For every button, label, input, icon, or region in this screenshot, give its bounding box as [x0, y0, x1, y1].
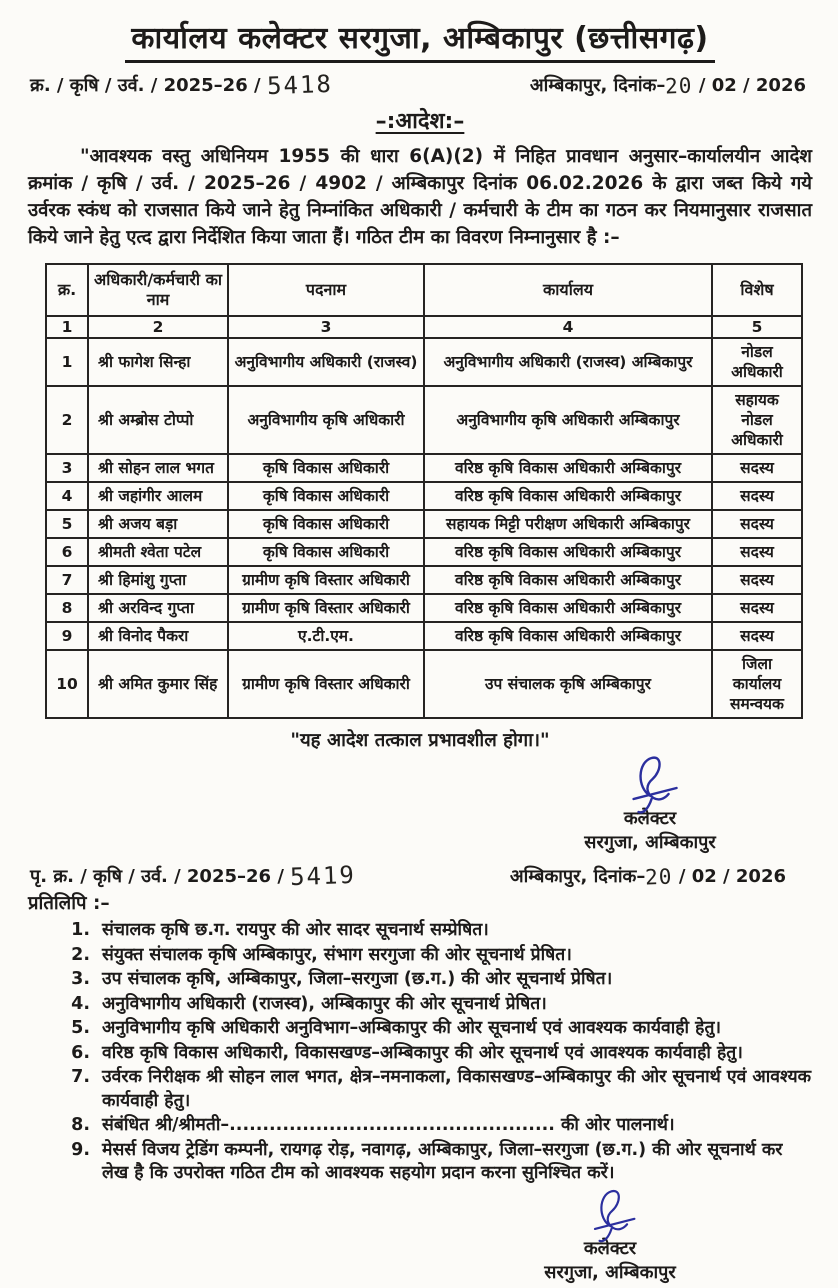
copy-item-text: उर्वरक निरीक्षक श्री सोहन लाल भगत, क्षेत्र–नमनाकला, विकासखण्ड–अम्बिकापुर की ओर सूचनार्थ एवं आवश्यक कार्यवाही हेतु। [102, 1067, 812, 1111]
table-column-number-cell: 3 [228, 316, 424, 338]
copy-list-item [28, 968, 812, 992]
collector-title: कलेक्टर [623, 808, 677, 829]
table-row [46, 482, 802, 510]
table-header-cell: विशेष [712, 264, 802, 316]
table-cell: कृषि विकास अधिकारी [228, 538, 424, 566]
table-row [46, 566, 802, 594]
signature-ink-icon [582, 1184, 642, 1250]
copy-item-number: 5. [71, 1018, 90, 1038]
copy-item-number: 9. [71, 1139, 90, 1160]
table-cell: कृषि विकास अधिकारी [228, 482, 424, 510]
table-column-number-row [46, 316, 802, 338]
table-cell: वरिष्ठ कृषि विकास अधिकारी अम्बिकापुर [424, 566, 712, 594]
order-heading: –:आदेश:– [375, 109, 465, 134]
copy-item-text: मेसर्स विजय ट्रेडिंग कम्पनी, रायगढ़ रोड़, नवागढ़, अम्बिकापुर, जिला–सरगुजा (छ.ग.) की ओर सूचनार्थ कर लेख है कि उपरोक्त गठित टीम को आवश्यक सहयोग प्रदान करना सुनिश्चित करें। [102, 1139, 783, 1183]
signature-block-2 [500, 1192, 720, 1288]
table-cell: सदस्य [712, 510, 802, 538]
table-cell: ग्रामीण कृषि विस्तार अधिकारी [228, 594, 424, 622]
endorsement-reference-line [28, 860, 812, 892]
table-cell: श्री जहांगीर आलम [88, 482, 228, 510]
table-cell: उप संचालक कृषि अम्बिकापुर [424, 650, 712, 718]
table-cell: ए.टी.एम. [228, 622, 424, 650]
table-cell: 2 [46, 386, 88, 454]
table-cell: वरिष्ठ कृषि विकास अधिकारी अम्बिकापुर [424, 538, 712, 566]
copy-list-item [28, 944, 812, 968]
copy-list-item [28, 1017, 812, 1041]
table-cell: ग्रामीण कृषि विस्तार अधिकारी [228, 650, 424, 718]
table-row [46, 650, 802, 718]
table-row [46, 454, 802, 482]
table-cell: 3 [46, 454, 88, 482]
copy-list-item [28, 1066, 812, 1113]
copy-item-number: 8. [71, 1115, 90, 1135]
copy-item-number: 4. [71, 993, 90, 1014]
table-cell: 5 [46, 510, 88, 538]
copy-item-text: उप संचालक कृषि, अम्बिकापुर, जिला–सरगुजा (छ.ग.) की ओर सूचनार्थ प्रेषित। [102, 969, 613, 989]
table-cell: श्री सोहन लाल भगत [88, 454, 228, 482]
table-cell: वरिष्ठ कृषि विकास अधिकारी अम्बिकापुर [424, 482, 712, 510]
table-cell: 7 [46, 566, 88, 594]
copy-item-text: अनुविभागीय अधिकारी (राजस्व), अम्बिकापुर की ओर सूचनार्थ प्रेषित। [102, 993, 547, 1014]
order-body-paragraph: "आवश्यक वस्तु अधिनियम 1955 की धारा 6(A)(2) में निहित प्रावधान अनुसार–कार्यालयीन आदेश क्रमांक / कृषि / उर्व. / 2025–26 / 4902 / अम्बिकापुर दिनांक 06.02.2026 के द्वारा जब्त किये गये उर्वरक स्कंध को राजसात किये जाने हेतु निम्नांकित अधिकारी / कर्मचारी के टीम का गठन कर नियमानुसार राजसात किये जाने हेतु एत्द द्वारा निर्देशित किया जाता हैं। गठित टीम का विवरण निम्नानुसार है :– [28, 146, 812, 248]
handwritten-date-day: 20 [664, 73, 694, 99]
table-cell: सदस्य [712, 482, 802, 510]
copy-list-item [28, 993, 812, 1017]
table-cell: अनुविभागीय कृषि अधिकारी [228, 386, 424, 454]
table-header-cell: क्र. [46, 264, 88, 316]
endorsement-ref-prefix: पृ. क्र. / कृषि / उर्व. / 2025–26 / [30, 866, 291, 887]
endorsement-place-date-prefix: अम्बिकापुर, दिनांक– [509, 866, 646, 887]
copy-item-number: 3. [71, 969, 90, 989]
table-cell: सदस्य [712, 538, 802, 566]
table-header-row [46, 264, 802, 316]
effect-line: "यह आदेश तत्काल प्रभावशील होगा।" [290, 730, 550, 751]
collector-subtitle: सरगुजा, अम्बिकापुर [544, 1261, 676, 1283]
table-cell: श्री फागेश सिन्हा [88, 338, 228, 386]
copy-item-text: संयुक्त संचालक कृषि अम्बिकापुर, संभाग सरगुजा की ओर सूचनार्थ प्रेषित। [102, 944, 572, 965]
table-cell: सहायक मिट्टी परीक्षण अधिकारी अम्बिकापुर [424, 510, 712, 538]
copy-item-number: 6. [71, 1042, 90, 1063]
copy-item-number: 7. [71, 1067, 90, 1087]
endorsement-date-rest: / 02 / 2026 [672, 866, 786, 887]
copy-list-item [28, 1139, 812, 1186]
table-cell: श्री विनोद पैकरा [88, 622, 228, 650]
table-cell: 4 [46, 482, 88, 510]
table-cell: वरिष्ठ कृषि विकास अधिकारी अम्बिकापुर [424, 622, 712, 650]
endorsement-reference-number [30, 860, 357, 892]
table-cell: 10 [46, 650, 88, 718]
table-cell: वरिष्ठ कृषि विकास अधिकारी अम्बिकापुर [424, 454, 712, 482]
table-cell: ग्रामीण कृषि विस्तार अधिकारी [228, 566, 424, 594]
reference-number [30, 69, 334, 101]
page-title: कार्यालय कलेक्टर सरगुजा, अम्बिकापुर (छत्तीसगढ़) [125, 16, 714, 63]
table-cell: 8 [46, 594, 88, 622]
table-cell: श्री अजय बड़ा [88, 510, 228, 538]
copy-item-text: वरिष्ठ कृषि विकास अधिकारी, विकासखण्ड–अम्बिकापुर की ओर सूचनार्थ एवं आवश्यक कार्यवाही हेतु। [102, 1042, 743, 1063]
table-cell: 9 [46, 622, 88, 650]
table-cell: सदस्य [712, 566, 802, 594]
table-cell: सदस्य [712, 454, 802, 482]
handwritten-endorsement-date-day: 20 [644, 864, 674, 890]
table-cell: श्री अम्ब्रोस टोप्पो [88, 386, 228, 454]
date-rest: / 02 / 2026 [692, 75, 806, 96]
table-cell: अनुविभागीय अधिकारी (राजस्व) अम्बिकापुर [424, 338, 712, 386]
copy-item-text: संबंधित श्री/श्रीमती–................................................. की ओर पालनार्थ। [102, 1115, 675, 1135]
table-cell: कृषि विकास अधिकारी [228, 454, 424, 482]
table-row [46, 622, 802, 650]
copy-to-label: प्रतिलिपि :– [28, 893, 110, 914]
table-row [46, 510, 802, 538]
table-column-number-cell: 2 [88, 316, 228, 338]
table-header-cell: कार्यालय [424, 264, 712, 316]
table-cell: नोडल अधिकारी [712, 338, 802, 386]
copy-list-item [28, 919, 812, 943]
endorsement-place-date [510, 863, 810, 888]
collector-title: कलेक्टर [583, 1237, 637, 1259]
table-column-number-cell: 5 [712, 316, 802, 338]
table-column-number-cell: 4 [424, 316, 712, 338]
table-row [46, 538, 802, 566]
copy-item-text: संचालक कृषि छ.ग. रायपुर की ओर सादर सूचनार्थ सम्प्रेषित। [102, 920, 489, 940]
table-cell: 6 [46, 538, 88, 566]
table-header-cell: पदनाम [228, 264, 424, 316]
table-cell: सहायक नोडल अधिकारी [712, 386, 802, 454]
reference-line [28, 69, 812, 101]
table-header-cell: अधिकारी/कर्मचारी का नाम [88, 264, 228, 316]
table-body [46, 338, 802, 718]
handwritten-ref-number: 5418 [266, 69, 334, 101]
table-column-number-cell: 1 [46, 316, 88, 338]
team-table [45, 263, 803, 719]
table-cell: श्रीमती श्वेता पटेल [88, 538, 228, 566]
copy-list [28, 919, 812, 1186]
copy-item-number: 1. [71, 920, 90, 940]
table-cell: सदस्य [712, 594, 802, 622]
collector-subtitle: सरगुजा, अम्बिकापुर [584, 832, 716, 853]
table-row [46, 338, 802, 386]
table-cell: श्री अरविन्द गुप्ता [88, 594, 228, 622]
table-cell: 1 [46, 338, 88, 386]
table-cell: श्री अमित कुमार सिंह [88, 650, 228, 718]
copy-list-item [28, 1114, 812, 1138]
signature-ink-icon [621, 750, 685, 822]
table-row [46, 594, 802, 622]
handwritten-endorsement-ref-number: 5419 [289, 860, 357, 892]
copy-item-number: 2. [71, 944, 90, 965]
copy-item-text: अनुविभागीय कृषि अधिकारी अनुविभाग–अम्बिकापुर की ओर सूचनार्थ एवं आवश्यक कार्यवाही हेतु। [102, 1018, 722, 1038]
table-cell: सदस्य [712, 622, 802, 650]
place-date-prefix: अम्बिकापुर, दिनांक– [529, 75, 666, 96]
table-cell: जिला कार्यालय समन्वयक [712, 650, 802, 718]
table-cell: वरिष्ठ कृषि विकास अधिकारी अम्बिकापुर [424, 594, 712, 622]
place-date [530, 72, 810, 97]
table-row [46, 386, 802, 454]
reference-prefix: क्र. / कृषि / उर्व. / 2025–26 / [30, 75, 267, 96]
copy-list-item [28, 1042, 812, 1066]
table-cell: श्री हिमांशु गुप्ता [88, 566, 228, 594]
table-cell: अनुविभागीय अधिकारी (राजस्व) [228, 338, 424, 386]
table-cell: कृषि विकास अधिकारी [228, 510, 424, 538]
signature-block-1 [540, 754, 760, 860]
table-cell: अनुविभागीय कृषि अधिकारी अम्बिकापुर [424, 386, 712, 454]
